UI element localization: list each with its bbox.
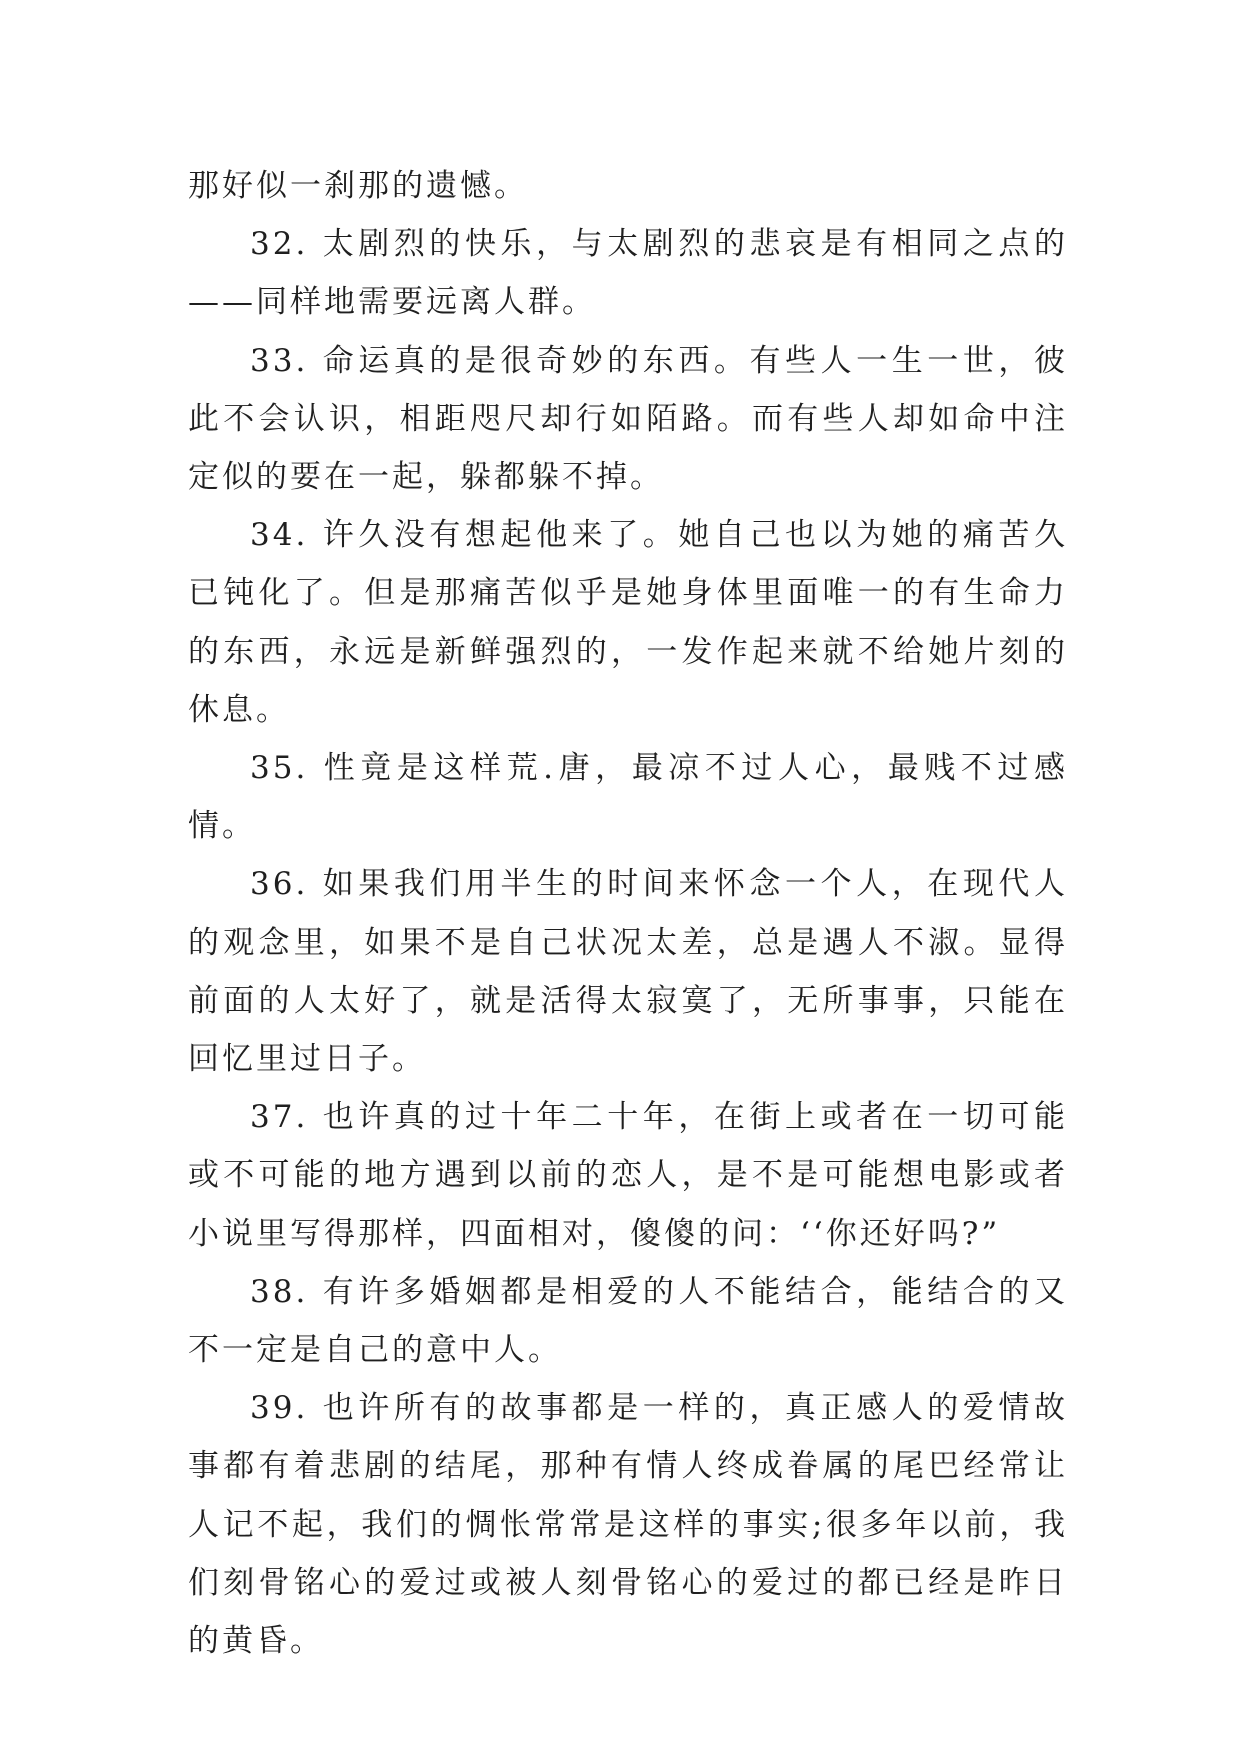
paragraph-item-34: 34. 许久没有想起他来了。她自己也以为她的痛苦久已钝化了。但是那痛苦似乎是她身体里面唯一的有生命力的东西，永远是新鲜强烈的，一发作起来就不给她片刻的休息。 [188, 517, 1068, 728]
document-body [188, 157, 1068, 1670]
paragraph-item-38: 38. 有许多婚姻都是相爱的人不能结合，能结合的又不一定是自己的意中人。 [188, 1273, 1068, 1369]
paragraph-continuation: 那好似一刹那的遗憾。 [188, 168, 528, 204]
paragraph-item-32: 32. 太剧烈的快乐，与太剧烈的悲哀是有相同之点的——同样地需要远离人群。 [188, 226, 1068, 321]
paragraph-item-39: 39. 也许所有的故事都是一样的，真正感人的爱情故事都有着悲剧的结尾，那种有情人终成眷属的尾巴经常让人记不起，我们的惆怅常常是这样的事实;很多年以前，我们刻骨铭心的爱过或被人刻骨铭心的爱过的都已经是昨日的黄昏。 [188, 1390, 1068, 1660]
paragraph-item-33: 33. 命运真的是很奇妙的东西。有些人一生一世，彼此不会认识，相距咫尺却行如陌路。而有些人却如命中注定似的要在一起，躲都躲不掉。 [188, 342, 1068, 496]
paragraph-item-37: 37. 也许真的过十年二十年，在街上或者在一切可能或不可能的地方遇到以前的恋人，是不是可能想电影或者小说里写得那样，四面相对，傻傻的问：‘‘你还好吗?” [188, 1099, 1068, 1252]
paragraph-item-35: 35. 性竟是这样荒.唐，最凉不过人心，最贱不过感情。 [188, 750, 1068, 845]
paragraph-item-36: 36. 如果我们用半生的时间来怀念一个人，在现代人的观念里，如果不是自己状况太差，总是遇人不淑。显得前面的人太好了，就是活得太寂寞了，无所事事，只能在回忆里过日子。 [188, 866, 1068, 1078]
